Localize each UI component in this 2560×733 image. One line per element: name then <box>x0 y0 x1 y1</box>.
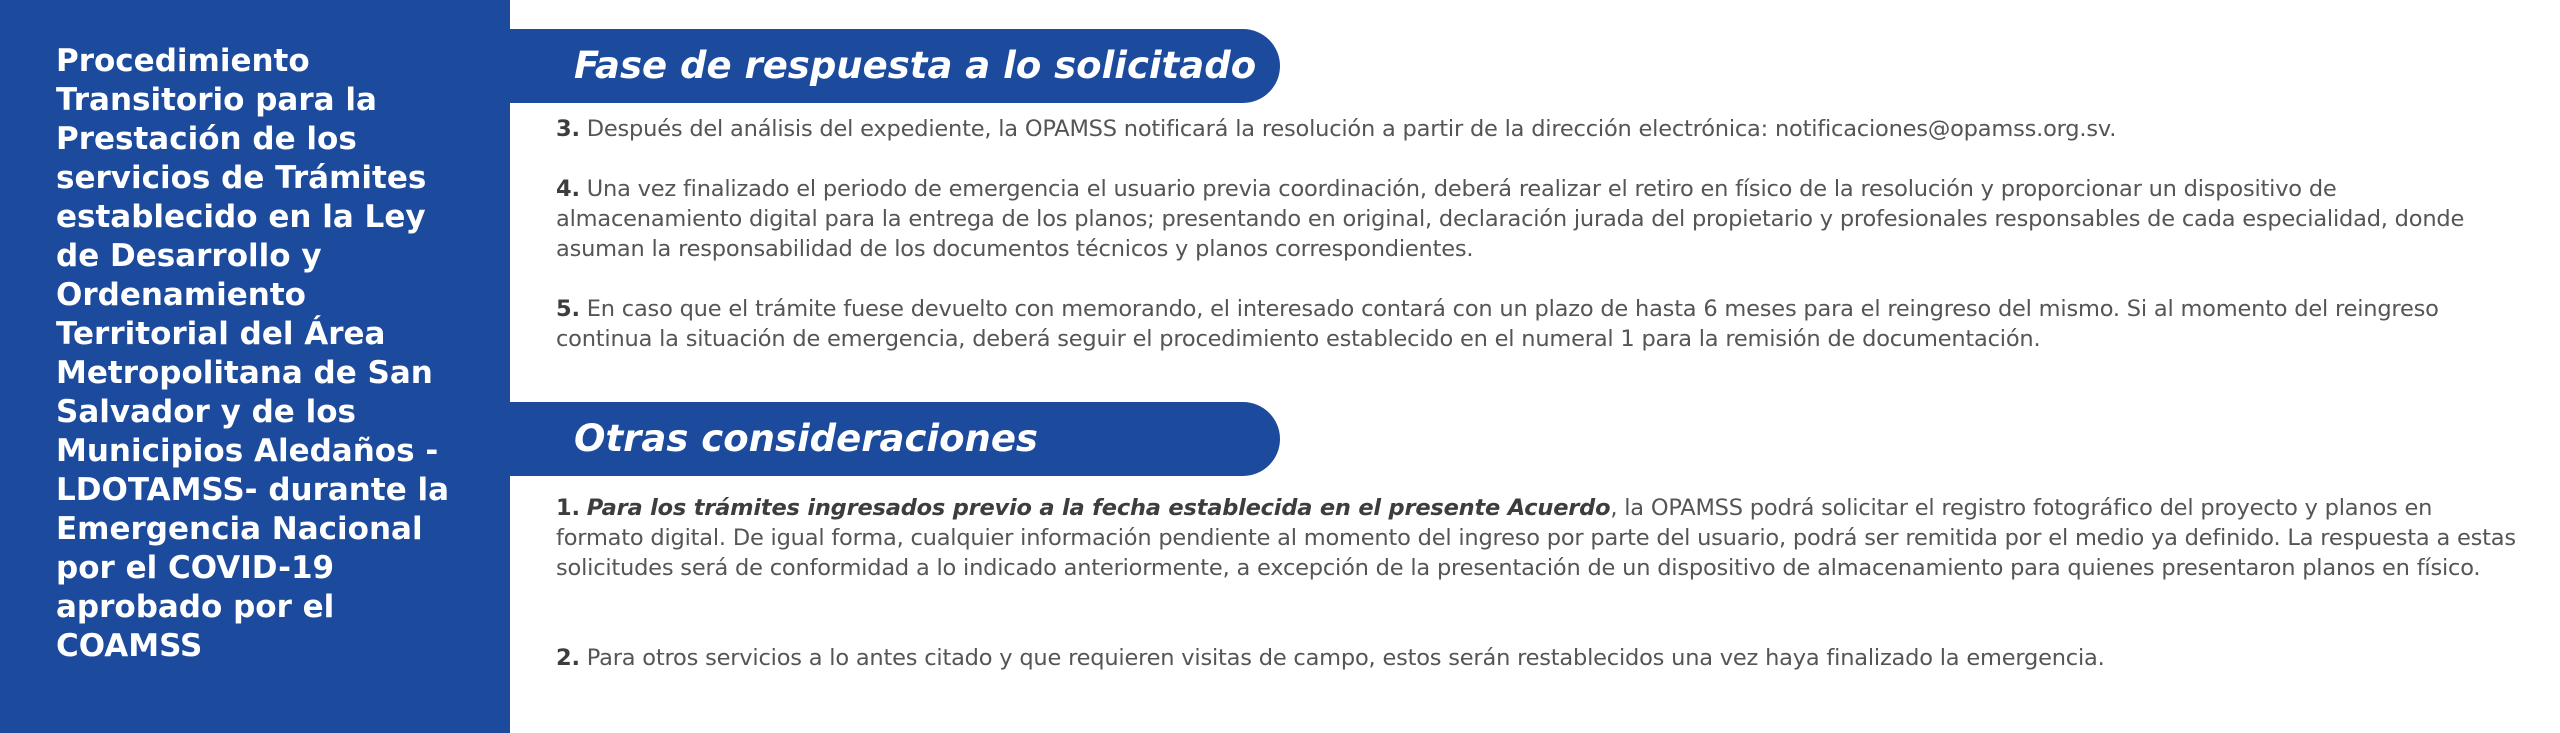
list-item-response-3 <box>556 114 2516 144</box>
list-item-response-4 <box>556 174 2516 264</box>
section-heading-other: Otras consideraciones <box>574 417 1038 460</box>
item-number: 3. <box>556 116 580 142</box>
section-heading-response: Fase de respuesta a lo solicitado <box>574 44 1257 87</box>
document-title: Procedimiento Transitorio para la Prestación de los servicios de Trámites establecido en la Ley de Desarrollo y Ordenamiento Territorial del Área Metropolitana de San Salvador y de los Municipios Aledaños -LDOTAMSS- durante la Emergencia Nacional por el COVID-19 aprobado por el COAMSS <box>56 43 450 664</box>
item-text: Para otros servicios a lo antes citado y que requieren visitas de campo, estos serán restablecidos una vez haya finalizado la emergencia. <box>586 645 2105 671</box>
item-number: 2. <box>556 645 580 671</box>
item-text: Después del análisis del expediente, la OPAMSS notificará la resolución a partir de la dirección electrónica: notificaciones@opamss.org.sv. <box>586 116 2117 142</box>
section-heading-banner-other <box>508 402 1280 476</box>
item-emphasis: Para los trámites ingresados previo a la fecha establecida en el presente Acuerdo <box>586 495 1611 521</box>
list-item-other-1 <box>556 493 2516 583</box>
item-number: 5. <box>556 296 580 322</box>
section-heading-banner-response <box>508 29 1280 103</box>
item-text: En caso que el trámite fuese devuelto con memorando, el interesado contará con un plazo de hasta 6 meses para el reingreso del mismo. Si al momento del reingreso continua la situación de emergencia, deberá seguir el procedimiento establecido en el numeral 1 para la remisión de documentación. <box>556 296 2439 352</box>
list-item-other-2 <box>556 643 2516 673</box>
item-number: 4. <box>556 176 580 202</box>
list-item-response-5 <box>556 294 2516 354</box>
item-number: 1. <box>556 495 580 521</box>
item-text: Una vez finalizado el periodo de emergencia el usuario previa coordinación, deberá realizar el retiro en físico de la resolución y proporcionar un dispositivo de almacenamiento digital para la entrega de los planos; presentando en original, declaración jurada del propietario y profesionales responsables de cada especialidad, donde asuman la responsabilidad de los documentos técnicos y planos correspondientes. <box>556 176 2465 262</box>
item-text: , la OPAMSS podrá solicitar el registro fotográfico del proyecto y planos en formato digital. De igual forma, cualquier información pendiente al momento del ingreso por parte del usuario, podrá ser remitida por el medio ya definido. La respuesta a estas solicitudes será de conformidad a lo indicado anteriormente, a excepción de la presentación de un dispositivo de almacenamiento para quienes presentaron planos en físico. <box>556 495 2516 581</box>
sidebar-panel <box>0 0 510 733</box>
